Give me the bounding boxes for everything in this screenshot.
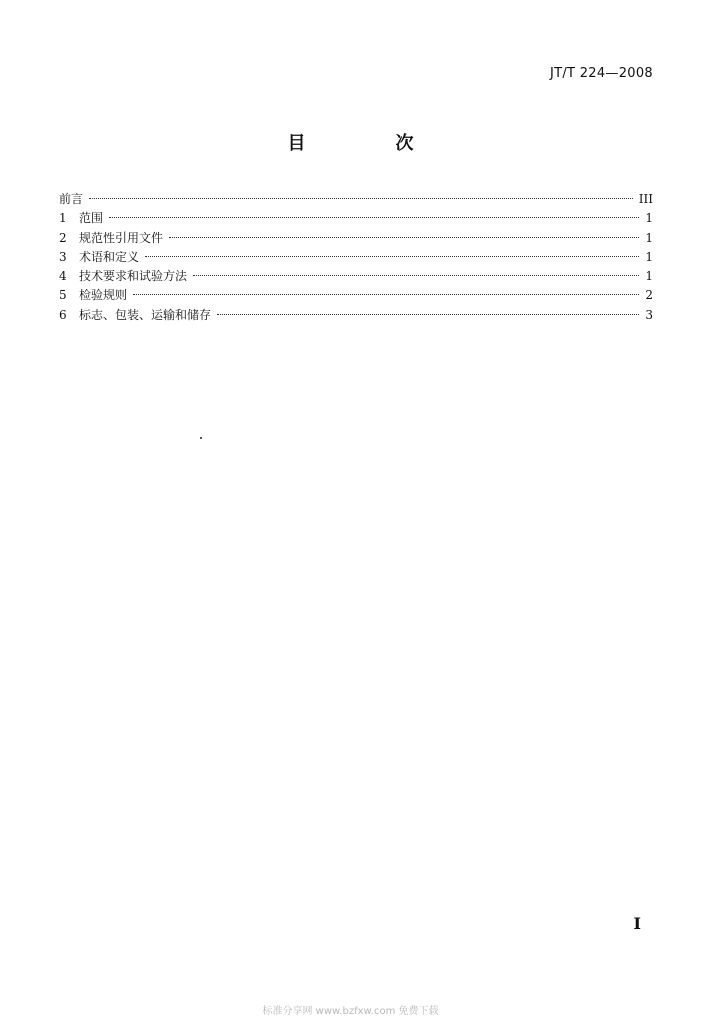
toc-title: 目 次 (287, 133, 450, 154)
toc-leader-dots (89, 198, 633, 199)
toc-entry-label: 检验规则 (79, 288, 128, 303)
toc-entry-page: 1 (645, 230, 653, 245)
toc-entry-number: 3 (59, 249, 67, 264)
toc-entry-page: 2 (645, 288, 653, 303)
table-of-contents (59, 190, 653, 325)
scan-speck (200, 437, 202, 439)
watermark: 标准分享网 www.bzfxw.com 免费下载 (262, 1006, 439, 1017)
toc-entry-foreword[interactable] (59, 190, 653, 209)
toc-entry-number: 4 (59, 269, 67, 284)
toc-entry-page: III (638, 192, 653, 206)
page-number: I (633, 914, 641, 933)
toc-leader-dots (145, 256, 639, 257)
toc-leader-dots (193, 275, 639, 276)
toc-entry-number: 1 (59, 211, 67, 226)
toc-entry-label: 规范性引用文件 (79, 230, 164, 245)
standard-code: JT/T 224—2008 (549, 66, 653, 81)
toc-entry-label: 标志、包装、运输和储存 (79, 307, 212, 322)
toc-entry-number: 2 (59, 230, 67, 245)
toc-entry-scope[interactable] (59, 209, 653, 228)
toc-entry-label: 技术要求和试验方法 (79, 269, 188, 284)
toc-entry-marking-packaging[interactable] (59, 306, 653, 325)
toc-leader-dots (169, 237, 639, 238)
toc-entry-inspection-rules[interactable] (59, 286, 653, 305)
toc-leader-dots (109, 217, 639, 218)
toc-entry-normative-references[interactable] (59, 229, 653, 248)
toc-entry-technical-requirements[interactable] (59, 267, 653, 286)
toc-entry-page: 1 (645, 269, 653, 284)
toc-entry-page: 1 (645, 211, 653, 226)
toc-entry-number: 5 (59, 288, 67, 303)
toc-entry-label: 前言 (59, 192, 84, 206)
toc-entry-page: 1 (645, 249, 653, 264)
toc-entry-number: 6 (59, 307, 67, 322)
toc-entry-terms-definitions[interactable] (59, 248, 653, 267)
toc-entry-page: 3 (645, 307, 653, 322)
toc-entry-label: 范围 (79, 211, 104, 226)
toc-entry-label: 术语和定义 (79, 249, 140, 264)
toc-leader-dots (133, 294, 639, 295)
toc-leader-dots (217, 314, 639, 315)
